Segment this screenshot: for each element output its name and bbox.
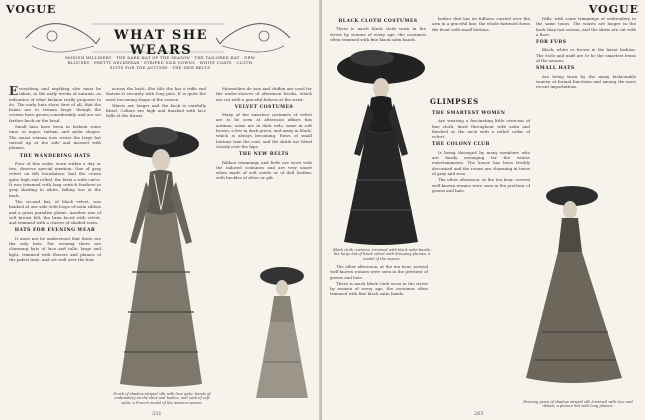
body-text: across the back. She tilts the hat a trifle and fastens it securely with long pins. It is quite the most becoming shape of the season. bbox=[106, 86, 206, 102]
section-heading: SMALL HATS bbox=[536, 66, 575, 72]
left-page bbox=[0, 0, 320, 420]
body-text: The second hat, of black velvet, was banked at one side with loops of satin ribbon and a great paradise plume. Another was of soft brown felt, the brim faced with velvet, and trimmed with a cluster of shaded roses. bbox=[9, 198, 101, 226]
body-text: It must not be understood that these are the only hats. For evening there are charming hats of lace and tulle, large and light, trimmed with flowers and plumes of the palest tints, and set well over the hair. bbox=[9, 235, 101, 262]
right-page bbox=[322, 0, 645, 420]
right-masthead: VOGUE bbox=[588, 3, 639, 16]
page-number: 331 bbox=[152, 411, 162, 417]
section-heading: FOR FURS bbox=[536, 40, 567, 46]
body-text: frills, with some trimmings of embroidery in the same tones. The waists are longer in the back than last season, and the skirts are cut with a flare. bbox=[536, 16, 636, 37]
right-column-2 bbox=[432, 16, 530, 96]
body-text: verything and anything else must be taken, in the early weeks of autumn, as indicative of what fashion really proposes to do. The early hats show, first of all, that the brims are to remain large, though the crowns have grown considerably, and are set farther back on the head. bbox=[9, 86, 101, 123]
left-column-2 bbox=[106, 86, 206, 120]
body-text: The other afternoon, at the tea hour, several well-known women were seen in the prettiest of gowns and hats. bbox=[330, 264, 428, 280]
left-column-1 bbox=[9, 86, 101, 412]
body-text: Mousseline de soie and chiffon are used for the under-sleeves of afternoon frocks, which are cut with a graceful fulness at the wrist. bbox=[216, 86, 312, 102]
body-text: Many of the smartest costumes of velvet are to be seen at afternoon affairs this autumn; some are in dark reds, some in soft brown, a few in dark green, and many in black, which is always becoming. Rows of small buttons trim the coat, and the skirts are fitted closely over the hips. bbox=[216, 112, 312, 149]
body-text: There is much black cloth worn in the street by women of every age, the costumes often trimmed with fine black satin bands. bbox=[330, 26, 426, 42]
figure-caption: Black cloth costume, trimmed with black satin bands; the large hat of black velvet with drooping plumes, a model of the season. bbox=[333, 248, 431, 261]
woman-in-evening-gown-icon bbox=[512, 182, 640, 396]
body-text: There is much black cloth worn in the street by women of every age, the costumes often trimmed with fine black satin bands. bbox=[330, 280, 428, 297]
article-title: WHAT SHE WEARS bbox=[113, 28, 209, 58]
body-text: Black, white or brown in the latest fashion. The stole and muff are to be the smartest items of the season. bbox=[536, 47, 636, 64]
section-heading: VELVET COSTUMES bbox=[234, 104, 294, 110]
body-text: Ribbon trimmings and belts are worn with the tailored costumes and are very smart when made of soft suede or of dull leather, with buckles of silver or gilt. bbox=[216, 159, 312, 181]
body-text: Four of this order, worn within a day or two, deserve special mention. One of gray velvet on felt foundation, had the crown quite high and rolled, the brim a wide curve. It was trimmed with long ostrich feathers in gray shading to white, falling low at the back. bbox=[9, 160, 101, 198]
section-heading: HATS FOR EVENING WEAR bbox=[14, 228, 96, 234]
section-subheading: THE SMARTEST WOMEN bbox=[432, 111, 506, 116]
section-heading: THE WANDERING HATS bbox=[19, 153, 91, 159]
article-subhead: MODISH MILLINERY · THE DARK HAT OF THE SEASON · THE TAILORED HAT · NEW BLOUSES · PRETTY NECKWEAR · STRIPED SILK GOWNS · WHITE COATS · CLOTH SUITS FOR THE AUTUMN · THE NEW BELTS bbox=[64, 55, 256, 70]
body-text: The other afternoon, at the tea hour, several well-known women were seen in the prettiest of gowns and hats. bbox=[432, 177, 530, 193]
fashion-illustration-small bbox=[252, 262, 312, 402]
glimpses-title: GLIMPSES bbox=[430, 97, 480, 106]
body-text: bodice that has its fullness carried over the arm in a graceful line, the whole fastened down the front with small buttons. bbox=[432, 16, 530, 32]
figure-caption: Frock of shadow-striped silk with lace yoke, bands of embroidery on the skirt and bodice, and sash of soft satin; a French model of the autumn season. bbox=[113, 392, 211, 405]
right-column-1 bbox=[330, 16, 426, 46]
figure-caption: Evening gown of shadow-striped silk trimmed with lace and ribbon; a picture hat with long plumes. bbox=[523, 400, 633, 409]
fashion-illustration-cloth-costume bbox=[332, 50, 430, 246]
decorative-banner bbox=[22, 18, 294, 58]
drop-cap: E bbox=[9, 86, 19, 98]
left-masthead: VOGUE bbox=[6, 3, 57, 16]
body-text: Waists are longer and the back is carefully fitted. Collars are high and finished with lace frills at the throat. bbox=[106, 102, 206, 119]
body-text: Are being worn by the many fashionable women at formal functions and among the most recent importations. bbox=[536, 73, 636, 90]
woman-in-black-costume-icon bbox=[332, 50, 430, 246]
woman-in-dress-icon bbox=[252, 262, 312, 402]
right-column-1-lower bbox=[330, 264, 428, 412]
fashion-illustration-gown bbox=[106, 122, 216, 390]
section-heading: BLACK CLOTH COSTUMES bbox=[338, 19, 418, 24]
body-text: Are wearing a fascinating little overcoat of fine cloth, lined throughout with satin and finished at the neck with a rolled collar of velvet. bbox=[432, 118, 530, 140]
section-subheading: THE COLONY CLUB bbox=[432, 142, 490, 148]
body-text: Is being thronged by many members who are busily arranging for the winter entertainments. The house has been freshly decorated and the rooms are charming in tones of gray and rose. bbox=[432, 149, 530, 176]
woman-in-gown-icon bbox=[106, 122, 216, 390]
page-number: 263 bbox=[474, 411, 484, 417]
left-column-3 bbox=[216, 86, 312, 256]
right-column-3 bbox=[536, 16, 636, 176]
section-heading: THE NEW BELTS bbox=[239, 152, 289, 158]
body-text: Small hats have been in fashion some time, in toque, turban, and sailor shapes. The smart woman now wears the large hat turned up at the side and massed with plumes. bbox=[9, 124, 101, 151]
fashion-illustration-evening-gown bbox=[512, 182, 640, 396]
